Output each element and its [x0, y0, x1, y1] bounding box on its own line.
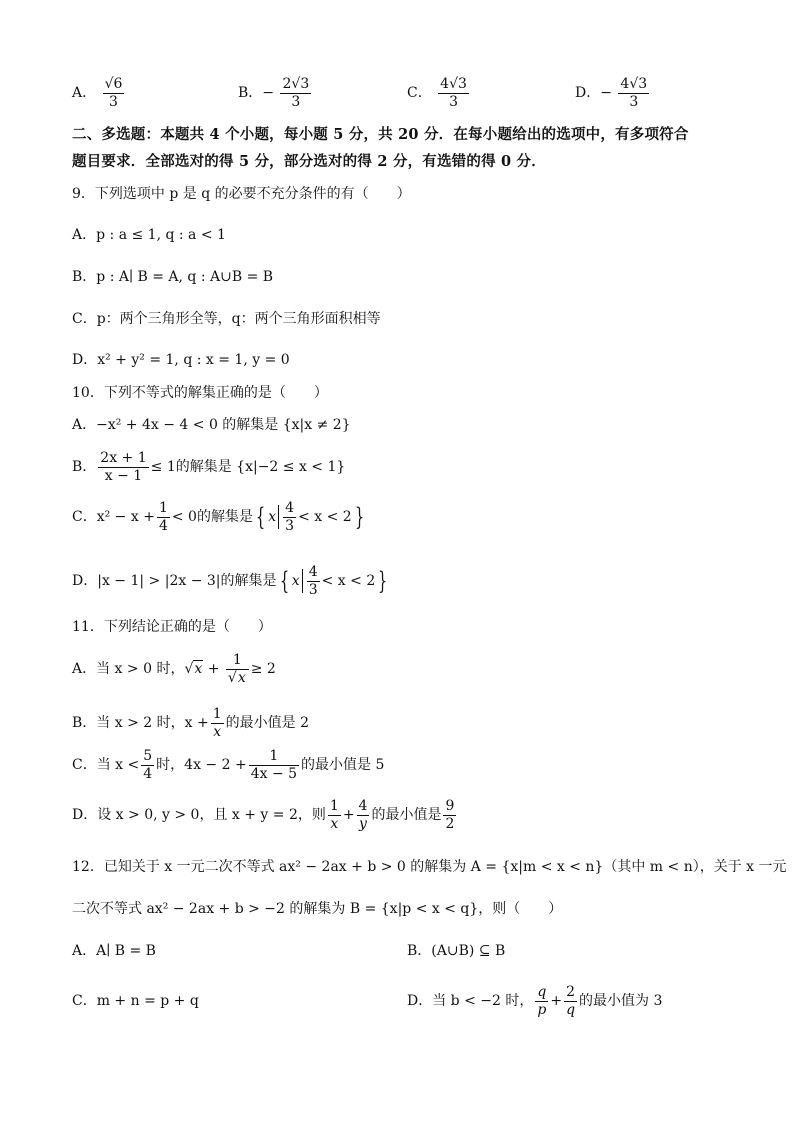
- fraction: [618, 76, 649, 110]
- option-label: D．: [575, 85, 601, 102]
- brace: }: [354, 503, 364, 532]
- q12-option-c: C．m + n = p + q: [72, 993, 199, 1009]
- q11-option-a: A．当 x > 0 时，√x + $\frac{1}{√x}$ ≥ 2: [72, 652, 276, 686]
- fraction: $\frac{5}{4}$: [143, 748, 153, 782]
- q9-option-a: A．p : a ≤ 1, q : a < 1: [72, 227, 226, 243]
- brace: {: [256, 503, 266, 532]
- brace: {: [279, 567, 289, 596]
- q9-option-c: C．p：两个三角形全等，q：两个三角形面积相等: [72, 311, 381, 327]
- option-text: D．设 x > 0, y > 0，且 x + y = 2，则: [72, 807, 326, 824]
- q8-option-c: [407, 76, 471, 110]
- option-label: D．: [72, 573, 98, 590]
- q8-option-a: [72, 76, 126, 110]
- fraction: $\frac{2}{q}$: [566, 984, 576, 1018]
- q12-stem-line1: 12．已知关于 x 一元二次不等式 ax² − 2ax + b > 0 的解集为 A = {x|m < x < n}（其中 m < n），关于 x 一元: [72, 859, 787, 875]
- set-bar: [278, 505, 279, 529]
- q12-stem-line2: 二次不等式 ax² − 2ax + b > −2 的解集为 B = {x|p < x < q}，则（ ）: [72, 901, 563, 917]
- fraction: $\frac{1}{4x - 5}$: [250, 748, 298, 782]
- option-label: B．: [238, 85, 263, 102]
- variable: x: [291, 573, 300, 590]
- numerator: 4: [308, 564, 318, 580]
- q12-option-b: B．(A∪B) ⊆ B: [407, 943, 506, 959]
- option-text: ≤ 1的解集是 {x|−2 ≤ x < 1}: [150, 459, 346, 476]
- variable: x: [268, 509, 277, 526]
- option-text: 的最小值是: [371, 807, 442, 824]
- option-text: < 0的解集是: [171, 509, 253, 526]
- q9-option-b: B．p : A∣ B = A, q : A∪B = B: [72, 269, 274, 285]
- option-text: B．当 x > 2 时，x +: [72, 715, 209, 732]
- fraction: [307, 564, 320, 598]
- option-text: 时，4x − 2 +: [156, 757, 247, 774]
- option-text: 的最小值是 2: [225, 715, 309, 732]
- fraction: [438, 76, 469, 110]
- numerator: 4√3: [620, 76, 648, 92]
- denominator: 3: [449, 93, 458, 110]
- fraction: [157, 500, 170, 534]
- denominator: 3: [629, 93, 639, 110]
- q11-option-b: [72, 706, 309, 740]
- q10-option-a: A．−x² + 4x − 4 < 0 的解集是 {x|x ≠ 2}: [72, 417, 351, 433]
- denominator: 3: [308, 581, 318, 598]
- denominator: x − 1: [104, 467, 143, 484]
- option-label: C．: [72, 509, 97, 526]
- q12-option-a: A．A∣ B = B: [72, 943, 156, 959]
- brace: }: [378, 567, 388, 596]
- sign: −: [262, 85, 275, 102]
- numerator: √6: [104, 76, 123, 92]
- numerator: 4: [285, 500, 295, 516]
- fraction: $\frac{9}{2}$: [445, 798, 455, 832]
- q10-option-d: [72, 564, 391, 598]
- q10-stem: 10．下列不等式的解集正确的是（ ）: [72, 385, 328, 401]
- sqrt: √x: [184, 661, 203, 678]
- denominator: 3: [109, 93, 118, 110]
- denominator: 3: [291, 93, 301, 110]
- section-header-line2: 题目要求．全部选对的得 5 分，部分选对的得 2 分，有选错的得 0 分．: [72, 153, 546, 170]
- fraction: [98, 450, 148, 484]
- q11-option-d: D．设 x > 0, y > 0，且 x + y = 2，则 $\frac{1}{x}$ + $\frac{4}{y}$ 的最小值是 $\frac{9}{2}$: [72, 798, 455, 832]
- numerator: 2√3: [282, 76, 310, 92]
- option-text: 的最小值是 5: [301, 757, 385, 774]
- numerator: 1: [158, 500, 168, 516]
- fraction: $\frac{4}{y}$: [358, 798, 368, 832]
- option-text: D．当 b < −2 时，: [407, 993, 534, 1010]
- option-label: C．: [407, 85, 432, 102]
- q11-stem: 11．下列结论正确的是（ ）: [72, 619, 272, 635]
- q9-option-d: D．x² + y² = 1, q : x = 1, y = 0: [72, 352, 290, 368]
- option-label: B．: [72, 459, 97, 476]
- fraction: $\frac{1}{√x}$: [226, 652, 249, 686]
- option-text: A．当 x > 0 时，: [72, 661, 185, 678]
- set-bar: [302, 569, 303, 593]
- fraction: [103, 76, 125, 110]
- denominator: 3: [285, 517, 295, 534]
- q9-stem: 9．下列选项中 p 是 q 的必要不充分条件的有（ ）: [72, 186, 411, 202]
- option-text: |x − 1| > |2x − 3|的解集是: [97, 573, 277, 590]
- fraction: $\frac{1}{x}$: [329, 798, 339, 832]
- q11-option-c: [72, 748, 384, 782]
- q10-option-c: [72, 500, 367, 534]
- option-text: x² − x +: [96, 509, 155, 526]
- option-label: A．: [72, 85, 97, 102]
- q12-option-d: D．当 b < −2 时， $\frac{q}{p}$ + $\frac{2}{q}$ 的最小值为 3: [407, 984, 663, 1018]
- option-text: ≥ 2: [250, 661, 276, 678]
- section-header-line1: 二、多选题：本题共 4 个小题，每小题 5 分，共 20 分．在每小题给出的选项中，有多项符合: [72, 126, 689, 143]
- denominator: 4: [158, 517, 168, 534]
- sign: −: [600, 85, 612, 102]
- q8-option-d: [575, 76, 651, 110]
- numerator: 2x + 1: [100, 450, 147, 466]
- q10-option-b: [72, 450, 345, 484]
- numerator: 4√3: [440, 76, 467, 92]
- option-text: < x < 2: [298, 509, 352, 526]
- option-text: < x < 2: [321, 573, 376, 590]
- fraction: $\frac{1}{x}$: [212, 706, 222, 740]
- fraction: $\frac{q}{p}$: [537, 984, 547, 1018]
- option-text: 的最小值为 3: [579, 993, 663, 1010]
- fraction: [283, 500, 296, 534]
- option-text: C．当 x <: [72, 757, 140, 774]
- fraction: [280, 76, 311, 110]
- denominator: 4x − 5: [250, 765, 298, 782]
- q8-option-b: [238, 76, 313, 110]
